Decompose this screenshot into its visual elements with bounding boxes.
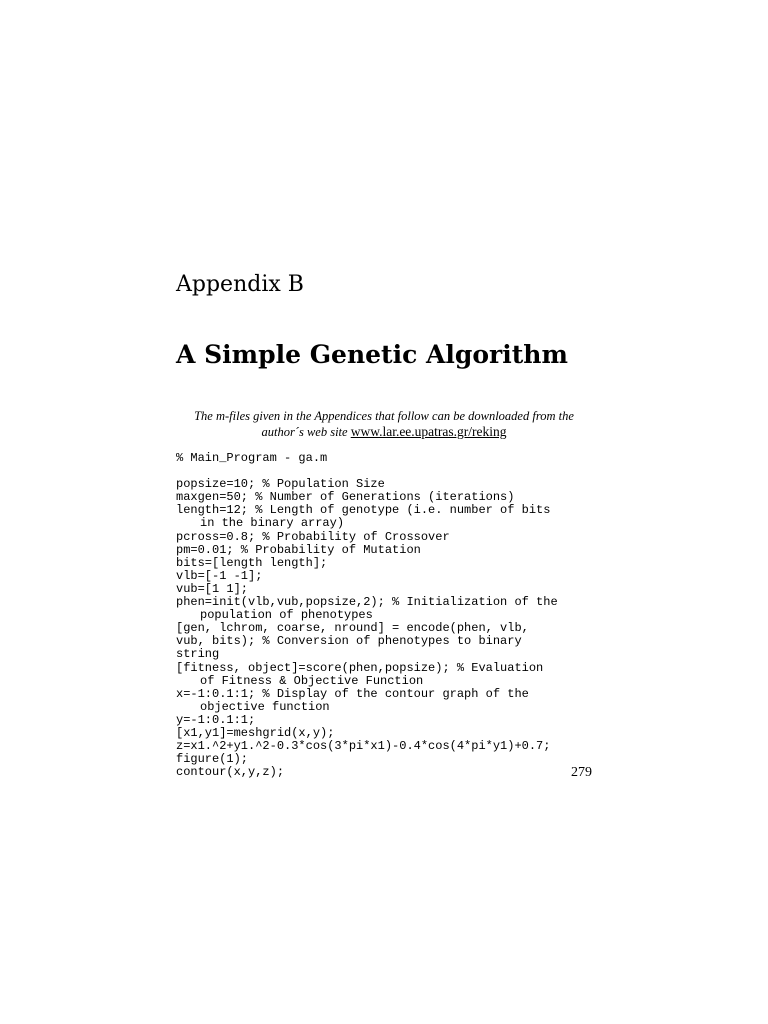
code-line: [x1,y1]=meshgrid(x,y); (176, 725, 335, 740)
code-line: x=-1:0.1:1; % Display of the contour graph of the (176, 686, 529, 701)
code-line: maxgen=50; % Number of Generations (iterations) (176, 490, 515, 505)
code-line: vub, bits); % Conversion of phenotypes to binary (176, 634, 522, 649)
code-line: y=-1:0.1:1; (176, 712, 256, 727)
code-line: phen=init(vlb,vub,popsize,2); % Initialization of the (176, 595, 558, 610)
code-line: pm=0.01; % Probability of Mutation (176, 542, 421, 557)
code-header: % Main_Program - ga.m (176, 451, 328, 465)
code-line: figure(1); (176, 752, 249, 767)
code-line: z=x1.^2+y1.^2-0.3*cos(3*pi*x1)-0.4*cos(4*pi*y1)+0.7; (176, 739, 551, 754)
code-listing (176, 452, 596, 779)
code-line: pcross=0.8; % Probability of Crossover (176, 529, 450, 544)
code-line: length=12; % Length of genotype (i.e. number of bits (176, 503, 551, 518)
chapter-title: A Simple Genetic Algorithm (176, 340, 568, 369)
code-line: bits=[length length]; (176, 555, 328, 570)
code-line: string (176, 647, 220, 662)
code-line: contour(x,y,z); (176, 765, 285, 780)
appendix-label: Appendix B (176, 272, 304, 297)
code-line: [fitness, object]=score(phen,popsize); % Evaluation (176, 660, 544, 675)
note-line-1: The m-files given in the Appendices that follow can be downloaded from the (194, 409, 574, 423)
note-line-2-prefix: author´s web site (261, 425, 348, 439)
code-line-continuation: population of phenotypes (200, 608, 373, 623)
web-site-link[interactable]: www.lar.ee.upatras.gr/reking (350, 424, 507, 439)
code-line-continuation: objective function (200, 699, 330, 714)
page-number: 279 (571, 765, 592, 780)
code-line: popsize=10; % Population Size (176, 477, 385, 492)
code-line: vlb=[-1 -1]; (176, 568, 263, 583)
code-line: vub=[1 1]; (176, 581, 249, 596)
code-line: [gen, lchrom, coarse, nround] = encode(phen, vlb, (176, 621, 529, 636)
code-line-continuation: in the binary array) (200, 516, 345, 531)
code-line-continuation: of Fitness & Objective Function (200, 673, 424, 688)
download-note (176, 409, 592, 440)
